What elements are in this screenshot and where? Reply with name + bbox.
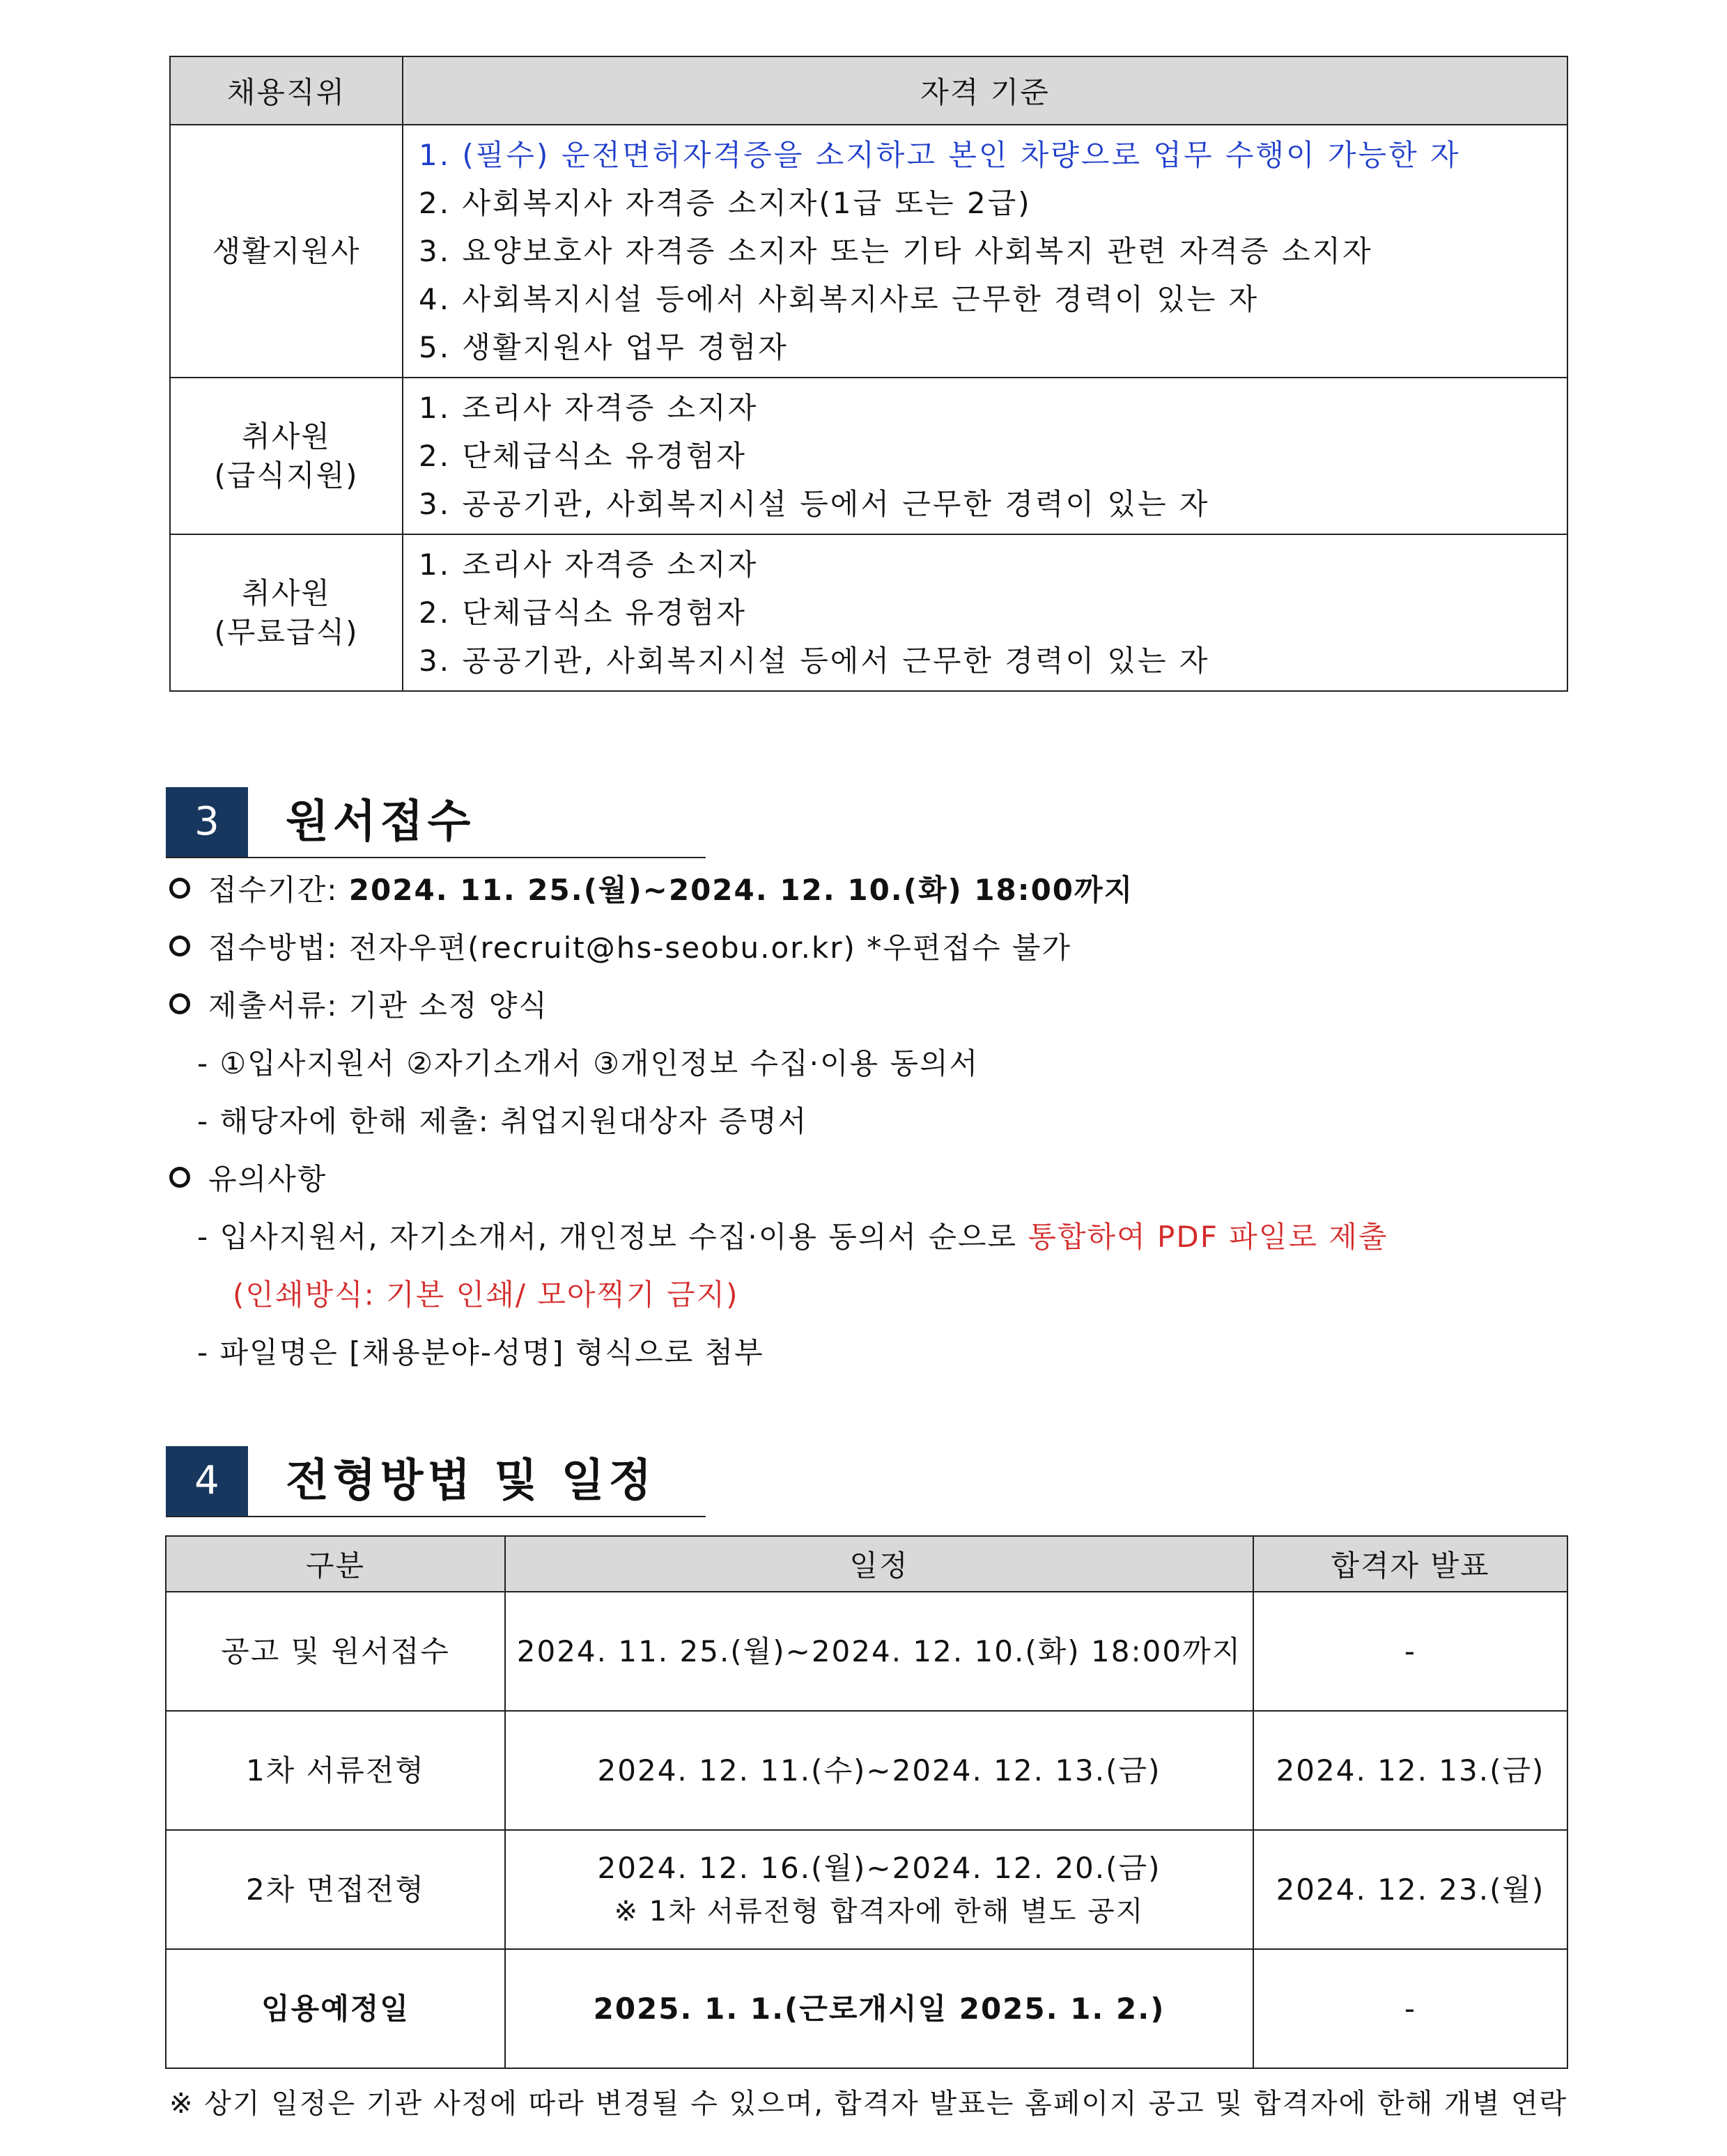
stage-cell: 공고 및 원서접수: [166, 1592, 505, 1711]
criteria-item: 3. 공공기관, 사회복지시설 등에서 근무한 경력이 있는 자: [419, 644, 1210, 678]
criteria-item: 2. 단체급식소 유경험자: [419, 596, 747, 630]
table-row: [166, 1711, 1567, 1830]
schedule-cell: 2024. 12. 11.(수)~2024. 12. 13.(금): [505, 1711, 1253, 1830]
criteria-item: 3. 공공기관, 사회복지시설 등에서 근무한 경력이 있는 자: [419, 487, 1210, 521]
period-label: 접수기간:: [208, 873, 349, 907]
header-schedule: 일정: [505, 1536, 1253, 1592]
qualification-table-header: [170, 56, 1567, 125]
stage-cell: 임용예정일: [166, 1949, 505, 2068]
qualification-table: [169, 56, 1568, 692]
notes-subitem: [197, 1218, 1388, 1257]
notes-highlight: 통합하여 PDF 파일로 제출: [1028, 1220, 1388, 1254]
section-number-badge: 4: [166, 1446, 248, 1516]
table-row: [166, 1592, 1567, 1711]
table-row: [166, 1830, 1567, 1949]
docs-subitem: - ①입사지원서 ②자기소개서 ③개인정보 수집·이용 동의서: [197, 1046, 979, 1080]
schedule-cell: [505, 1830, 1253, 1949]
circle-bullet-icon: [169, 993, 190, 1014]
notes-text: 유의사항: [208, 1162, 327, 1196]
docs-subitem: - 해당자에 한해 제출: 취업지원대상자 증명서: [197, 1104, 808, 1138]
role-cell: [170, 534, 403, 691]
circle-bullet-icon: [169, 936, 190, 956]
announce-cell: 2024. 12. 23.(월): [1253, 1830, 1567, 1949]
schedule-table-header: [166, 1536, 1567, 1592]
circle-bullet-icon: [169, 1167, 190, 1188]
announce-cell: -: [1253, 1949, 1567, 2068]
section-title: 전형방법 및 일정: [286, 1455, 656, 1507]
schedule-footnote: ※ 상기 일정은 기관 사정에 따라 변경될 수 있으며, 합격자 발표는 홈페이지 공고 및 합격자에 한해 개별 연락: [169, 2088, 1568, 2120]
announce-cell: 2024. 12. 13.(금): [1253, 1711, 1567, 1830]
notes-subitem-text: - 입사지원서, 자기소개서, 개인정보 수집·이용 동의서 순으로: [197, 1220, 1028, 1254]
period-value: 2024. 11. 25.(월)~2024. 12. 10.(화) 18:00까지: [348, 873, 1134, 907]
role-sublabel: (무료급식): [214, 614, 359, 649]
schedule-cell: 2024. 11. 25.(월)~2024. 12. 10.(화) 18:00까지: [505, 1592, 1253, 1711]
criteria-cell: [403, 378, 1567, 534]
table-row: [170, 125, 1567, 378]
announce-cell: -: [1253, 1592, 1567, 1711]
header-stage: 구분: [166, 1536, 505, 1592]
schedule-cell: 2025. 1. 1.(근로개시일 2025. 1. 2.): [505, 1949, 1253, 2068]
header-criteria: 자격 기준: [403, 56, 1567, 125]
role-cell: [170, 125, 403, 378]
header-position: 채용직위: [170, 56, 403, 125]
role-label: 취사원: [242, 419, 331, 453]
schedule-text: 2024. 12. 16.(월)~2024. 12. 20.(금): [597, 1850, 1161, 1885]
section-number-badge: 3: [166, 787, 248, 857]
role-sublabel: (급식지원): [214, 458, 359, 493]
required-documents: [169, 986, 548, 1025]
application-method: [169, 929, 1071, 968]
circle-bullet-icon: [169, 878, 190, 899]
criteria-item: 1. 조리사 자격증 소지자: [419, 391, 759, 425]
section-4-header: [166, 1446, 706, 1517]
criteria-cell: [403, 125, 1567, 378]
table-row: [166, 1949, 1567, 2068]
header-announcement: 합격자 발표: [1253, 1536, 1567, 1592]
notes-heading: [169, 1160, 327, 1199]
method-text: 접수방법: 전자우편(recruit@hs-seobu.or.kr) *우편접수 불가: [208, 931, 1072, 965]
role-label: 취사원: [242, 575, 331, 610]
criteria-item: 2. 사회복지사 자격증 소지자(1급 또는 2급): [419, 186, 1032, 220]
criteria-item: 3. 요양보호사 자격증 소지자 또는 기타 사회복지 관련 자격증 소지자: [419, 234, 1373, 268]
criteria-item: 4. 사회복지시설 등에서 사회복지사로 근무한 경력이 있는 자: [419, 282, 1260, 316]
criteria-item: 1. 조리사 자격증 소지자: [419, 548, 759, 582]
schedule-note: ※ 1차 서류전형 합격자에 한해 별도 공지: [614, 1895, 1145, 1928]
stage-cell: 1차 서류전형: [166, 1711, 505, 1830]
criteria-cell: [403, 534, 1567, 691]
notes-print-method: (인쇄방식: 기본 인쇄/ 모아찍기 금지): [233, 1278, 739, 1312]
notes-subitem: - 파일명은 [채용분야-성명] 형식으로 첨부: [197, 1335, 764, 1370]
criteria-item: 2. 단체급식소 유경험자: [419, 439, 747, 473]
table-row: [170, 378, 1567, 534]
section-title: 원서접수: [286, 796, 475, 848]
stage-cell: 2차 면접전형: [166, 1830, 505, 1949]
application-period: [169, 871, 1133, 910]
schedule-table: [165, 1535, 1568, 2069]
docs-text: 제출서류: 기관 소정 양식: [208, 988, 548, 1023]
criteria-item: 5. 생활지원사 업무 경험자: [419, 330, 789, 364]
role-cell: [170, 378, 403, 534]
table-row: [170, 534, 1567, 691]
criteria-item: 1. (필수) 운전면허자격증을 소지하고 본인 차량으로 업무 수행이 가능한 자: [419, 138, 1461, 172]
section-3-header: [166, 787, 706, 858]
role-label: 생활지원사: [212, 233, 361, 268]
